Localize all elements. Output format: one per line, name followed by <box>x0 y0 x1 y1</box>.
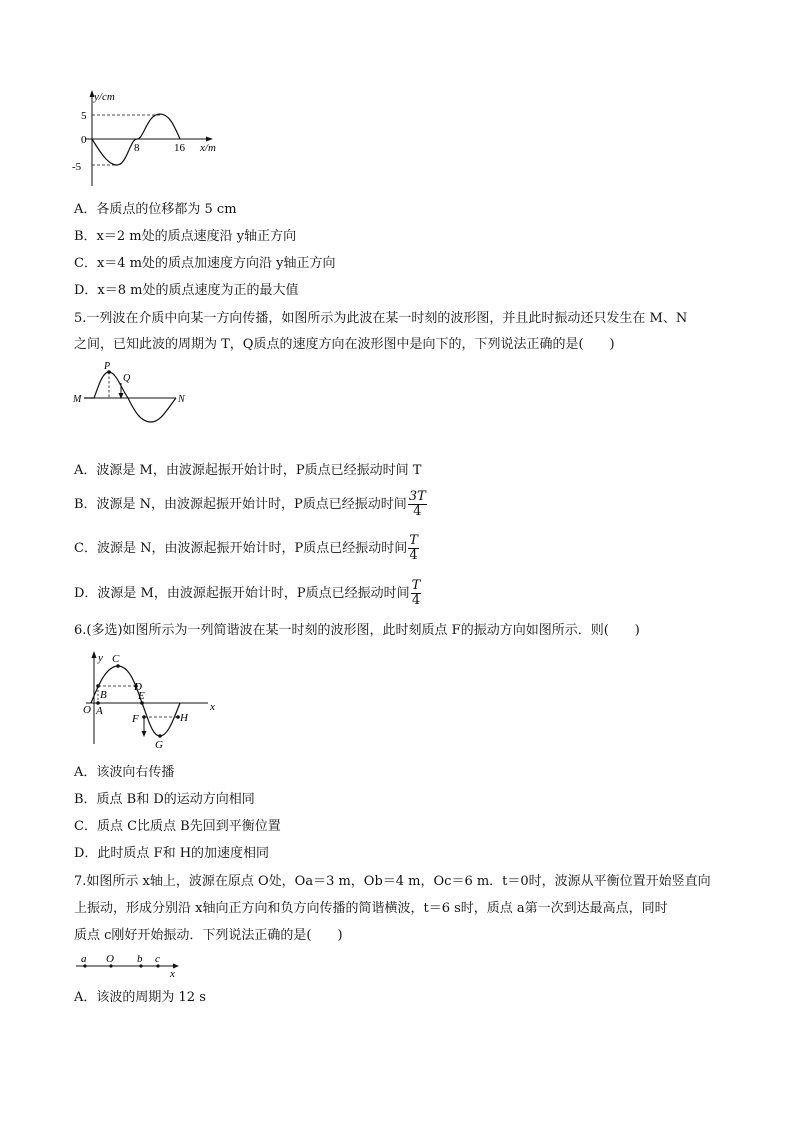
q5-option-b-fraction <box>408 490 427 519</box>
label-n: N <box>178 394 185 405</box>
q5-option-d-fraction <box>411 579 422 608</box>
wave-figure-1 <box>70 88 230 188</box>
label-b: b <box>137 953 143 965</box>
point-g <box>158 734 162 738</box>
q4-option-c: C．x＝4 m处的质点加速度方向沿 y轴正方向 <box>74 256 336 271</box>
tick-y-zero: 0 <box>81 134 87 146</box>
q5-option-b <box>74 490 427 519</box>
q5-option-d <box>74 579 421 608</box>
label-y: y <box>98 652 103 664</box>
label-x: x <box>170 968 175 978</box>
label-m: M <box>73 394 82 405</box>
q6-option-c: C．质点 C比质点 B先回到平衡位置 <box>74 819 281 834</box>
q4-option-b: B．x＝2 m处的质点速度沿 y轴正方向 <box>74 229 297 244</box>
y-axis-arrow <box>92 651 97 658</box>
q6-stem: 6.(多选)如图所示为一列简谐波在某一时刻的波形图，此时刻质点 F的振动方向如图所示．则( ) <box>74 623 640 638</box>
label-d: D <box>134 681 142 693</box>
q5-option-a: A．波源是 M，由波源起振开始计时，P质点已经振动时间 T <box>74 463 422 478</box>
q6-option-d: D．此时质点 F和 H的加速度相同 <box>74 846 270 861</box>
tick-y-pos: 5 <box>81 110 87 122</box>
label-h: H <box>180 712 188 724</box>
q6-option-a: A．该波向右传播 <box>74 765 175 780</box>
fraction-denominator: 4 <box>413 504 422 519</box>
label-e: E <box>138 690 145 702</box>
q5-option-b-text: B．波源是 N，由波源起振开始计时，P质点已经振动时间 <box>74 497 407 512</box>
fraction-numerator: 3T <box>408 489 426 504</box>
wave-curve <box>91 666 180 736</box>
tick-x-8: 8 <box>134 142 140 154</box>
label-x: x <box>210 701 215 713</box>
q4-option-a: A．各质点的位移都为 5 cm <box>74 202 237 217</box>
label-b: B <box>100 689 107 701</box>
wave-figure-q5 <box>70 358 200 428</box>
x-axis-label: x/m <box>200 142 216 154</box>
label-a: a <box>81 953 87 965</box>
label-a: A <box>96 705 103 717</box>
fraction-denominator: 4 <box>409 548 418 563</box>
arrow-f-head <box>142 731 147 737</box>
tick-x-16: 16 <box>174 142 185 154</box>
q5-option-c <box>74 534 419 563</box>
label-f: F <box>132 713 139 725</box>
q6-option-b: B．质点 B和 D的运动方向相同 <box>74 792 255 807</box>
fraction-numerator: T <box>409 533 418 548</box>
point-b <box>96 684 100 688</box>
label-o: O <box>106 953 114 965</box>
fraction-denominator: 4 <box>411 593 421 608</box>
label-g: G <box>155 739 163 751</box>
axis-figure-q7 <box>72 950 192 978</box>
q7-stem-line2: 上振动，形成分别沿 x轴向正方向和负方向传播的简谐横波，t＝6 s时，质点 a第一次到达最高点，同时 <box>74 901 668 916</box>
label-q: Q <box>123 373 131 384</box>
label-c: C <box>112 653 120 665</box>
q5-option-c-fraction <box>408 534 419 563</box>
fraction-numerator: T <box>411 578 421 593</box>
label-c: c <box>155 953 160 965</box>
q7-stem-line3: 质点 c刚好开始振动．下列说法正确的是( ) <box>74 928 343 943</box>
q4-option-d: D．x＝8 m处的质点速度为正的最大值 <box>74 283 299 298</box>
y-axis-label: y/cm <box>94 91 115 103</box>
q7-option-a: A．该波的周期为 12 s <box>74 990 206 1005</box>
label-o: O <box>83 704 91 716</box>
tick-y-neg: -5 <box>72 161 82 173</box>
point-f <box>142 715 146 719</box>
q5-stem-line1: 5.一列波在介质中向某一方向传播，如图所示为此波在某一时刻的波形图，并且此时振动还只发生在 M、N <box>74 311 688 326</box>
label-p: P <box>104 361 111 372</box>
q7-stem-line1: 7.如图所示 x轴上，波源在原点 O处，Oa＝3 m，Ob＝4 m，Oc＝6 m．t＝0时，波源从平衡位置开始竖直向 <box>74 874 711 889</box>
x-axis-arrow <box>206 137 213 142</box>
q5-option-d-text: D．波源是 M，由波源起振开始计时，P质点已经振动时间 <box>74 586 410 601</box>
q5-option-c-text: C．波源是 N，由波源起振开始计时，P质点已经振动时间 <box>74 541 408 556</box>
q5-stem-line2: 之间，已知此波的周期为 T，Q质点的速度方向在波形图中是向下的，下列说法正确的是( ) <box>74 337 615 352</box>
wave-figure-q6 <box>74 648 224 754</box>
